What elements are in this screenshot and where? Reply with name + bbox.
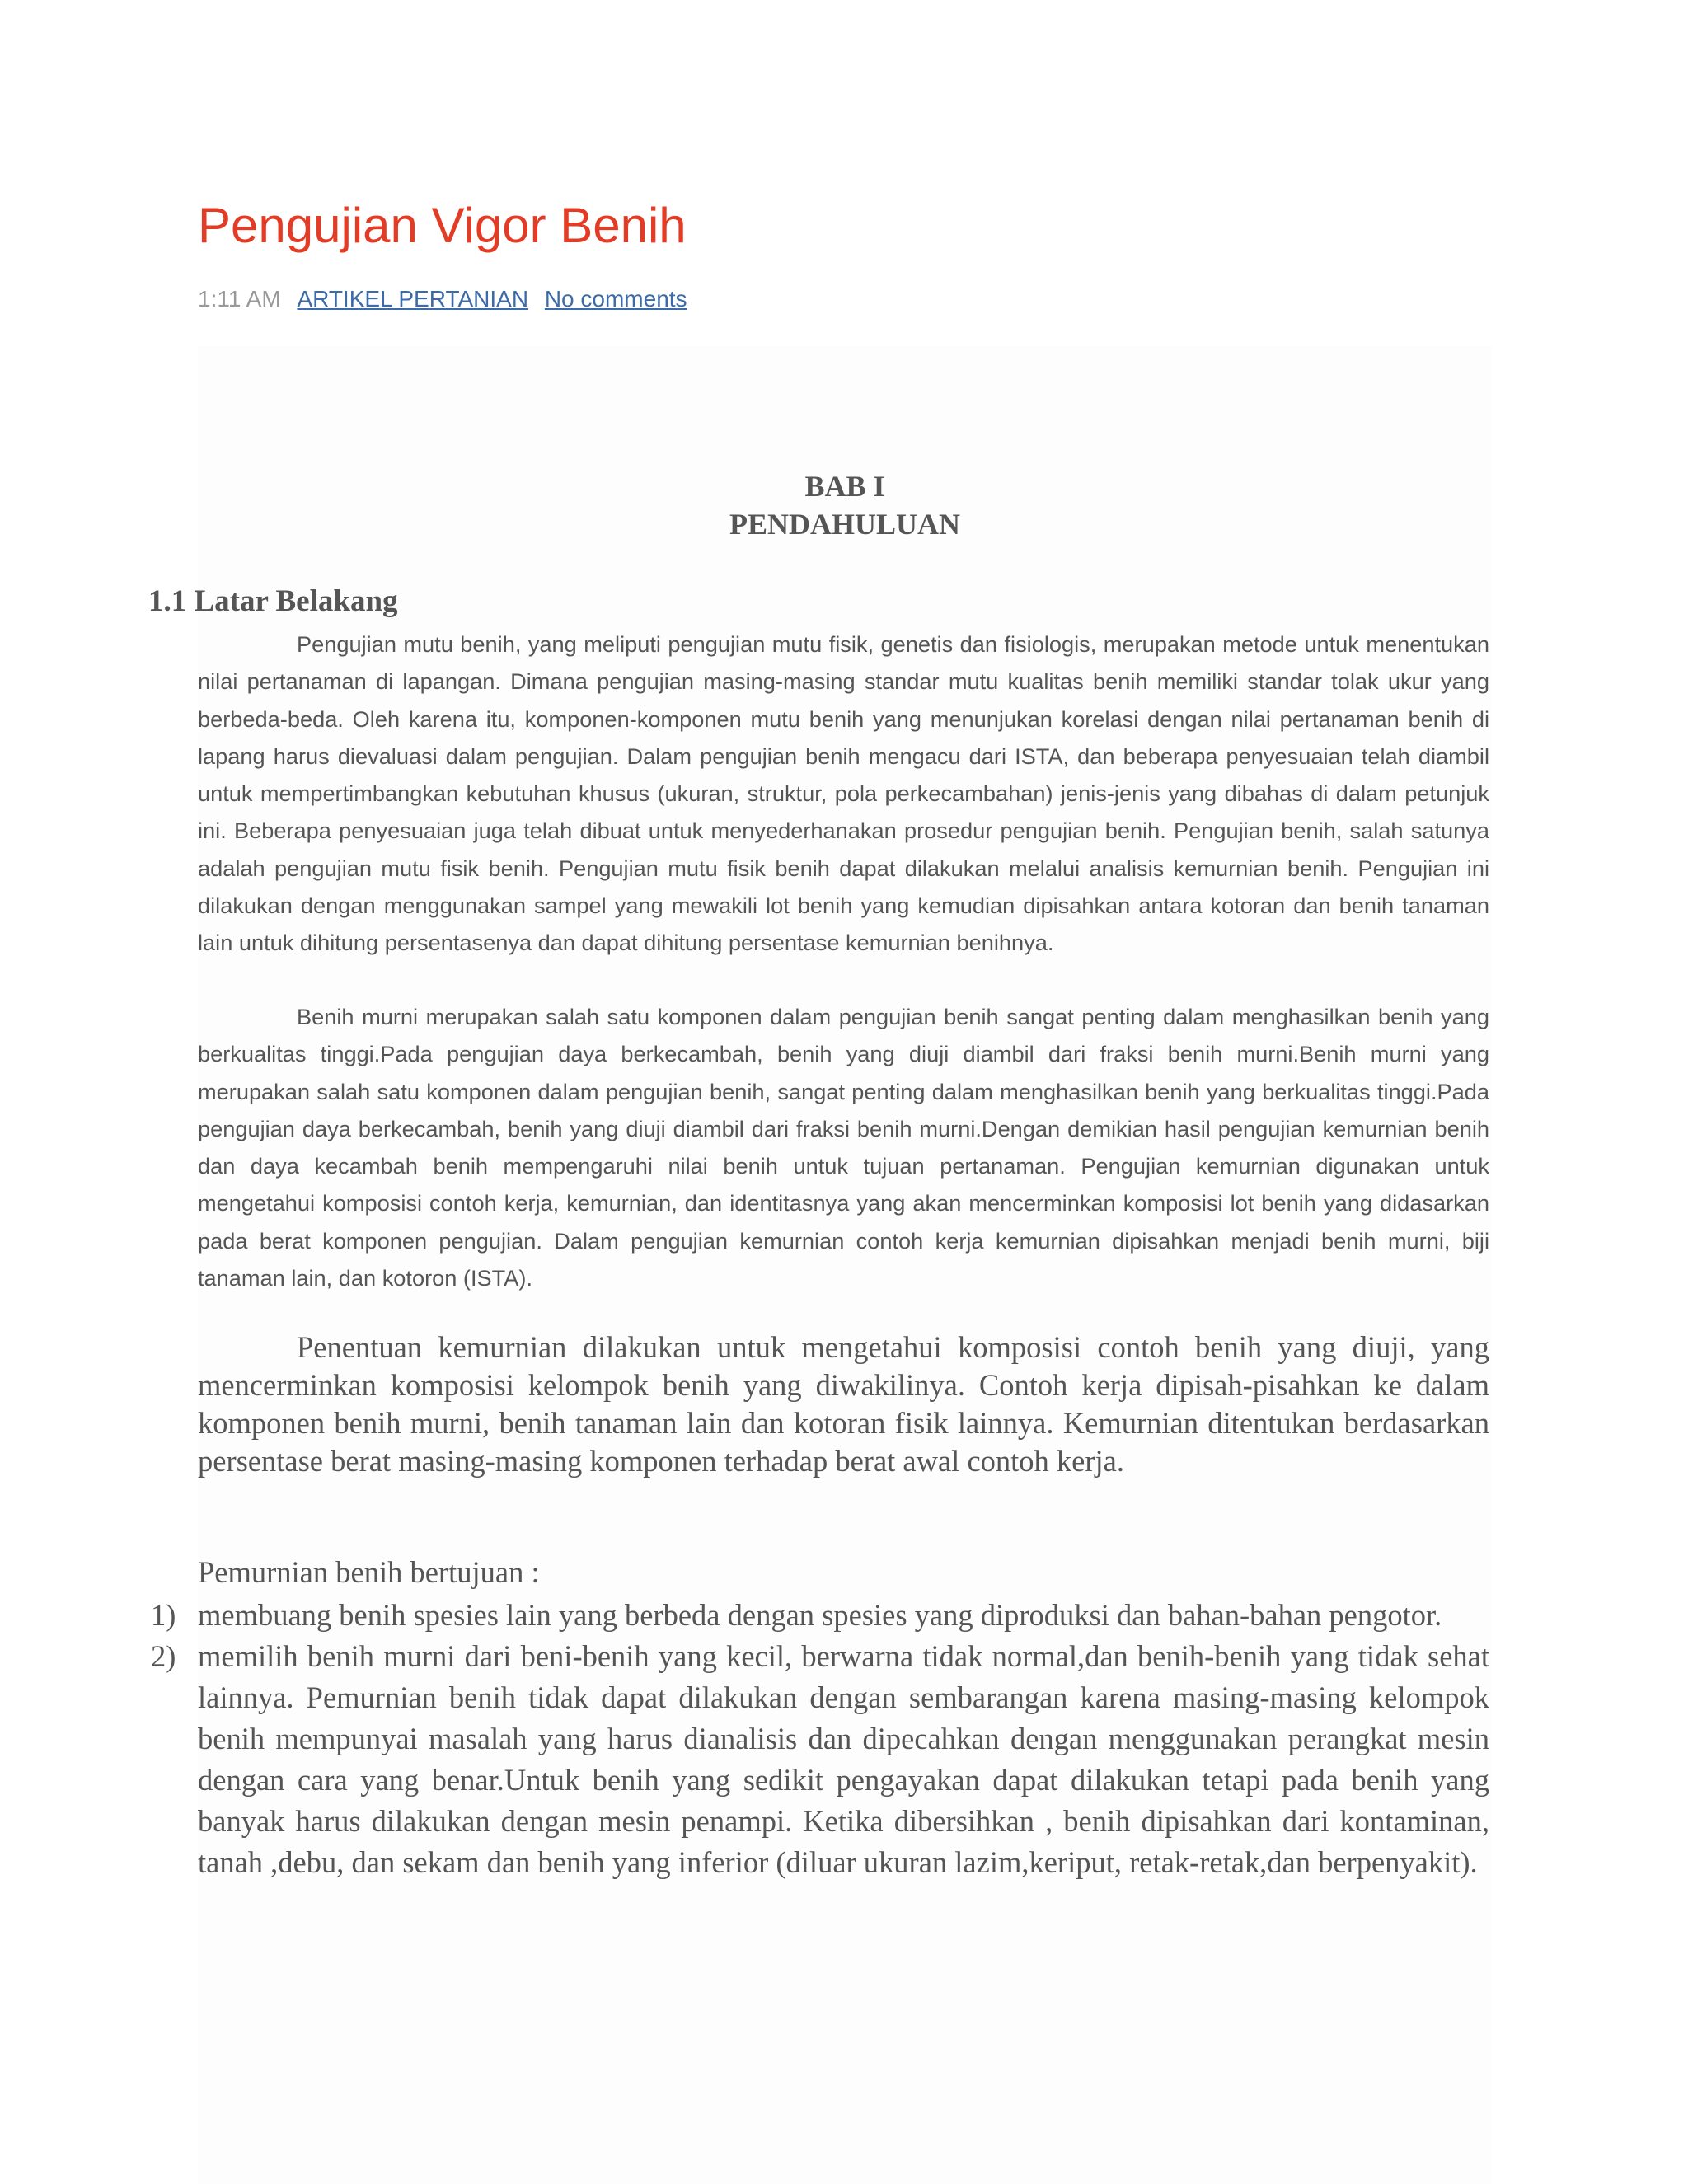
list-item-text: membuang benih spesies lain yang berbeda dengan spesies yang diproduksi dan bahan-bahan pengotor. [198, 1598, 1442, 1632]
post-meta [198, 284, 687, 314]
section-heading: 1.1 Latar Belakang [148, 584, 398, 618]
post-time: 1:11 AM [198, 286, 281, 312]
list-marker: 1) [151, 1598, 176, 1632]
list-marker: 2) [151, 1639, 176, 1673]
list-item [0, 1595, 1489, 1636]
purpose-list [0, 1595, 1489, 1883]
list-item-text: memilih benih murni dari beni-benih yang kecil, berwarna tidak normal,dan benih-benih yang tidak sehat lainnya. Pemurnian benih tidak dapat dilakukan dengan sembarangan karena masing-masing kelompok benih mempunyai masalah yang harus dianalisis dan dipecahkan dengan menggunakan perangkat mesin dengan cara yang benar.Untuk benih yang sedikit pengayakan dapat dilakukan tetapi pada benih yang banyak harus dilakukan dengan mesin penampi. Ketika dibersihkan , benih dipisahkan dari kontaminan, tanah ,debu, dan sekam dan benih yang inferior (diluar ukuran lazim,keriput, retak-retak,dan berpenyakit). [198, 1639, 1489, 1879]
purpose-intro: Pemurnian benih bertujuan : [198, 1555, 540, 1589]
list-item [0, 1636, 1489, 1883]
chapter-title: PENDAHULUAN [729, 508, 960, 541]
category-link[interactable]: ARTIKEL PERTANIAN [297, 286, 529, 312]
body-paragraph: Penentuan kemurnian dilakukan untuk mengetahui komposisi contoh benih yang diuji, yang mencerminkan komposisi kelompok benih yang diwakilinya. Contoh kerja dipisah-pisahkan ke dalam komponen benih murni, benih tanaman lain dan kotoran fisik lainnya. Kemurnian ditentukan berdasarkan persentase berat masing-masing komponen terhadap berat awal contoh kerja. [198, 1330, 1489, 1478]
body-paragraph: Benih murni merupakan salah satu komponen dalam pengujian benih sangat penting dalam menghasilkan benih yang berkualitas tinggi.Pada pengujian daya berkecambah, benih yang diuji diambil dari fraksi benih murni.Benih murni yang merupakan salah satu komponen dalam pengujian benih, sangat penting dalam menghasilkan benih yang berkualitas tinggi.Pada pengujian daya berkecambah, benih yang diuji diambil dari fraksi benih murni.Dengan demikian hasil pengujian kemurnian benih dan daya kecambah benih mempengaruhi nilai benih untuk tujuan pertanaman. Pengujian kemurnian digunakan untuk mengetahui komposisi contoh kerja, kemurnian, dan identitasnya yang akan mencerminkan komposisi lot benih yang didasarkan pada berat komponen pengujian. Dalam pengujian kemurnian contoh kerja kemurnian dipisahkan menjadi benih murni, biji tanaman lain, dan kotoron (ISTA). [198, 1004, 1489, 1291]
chapter-number: BAB I [804, 470, 885, 503]
post-title[interactable]: Pengujian Vigor Benih [198, 198, 687, 253]
comments-link[interactable]: No comments [544, 286, 687, 312]
body-paragraph: Pengujian mutu benih, yang meliputi pengujian mutu fisik, genetis dan fisiologis, merupakan metode untuk menentukan nilai pertanaman di lapangan. Dimana pengujian masing-masing standar mutu kualitas benih memiliki standar tolak ukur yang berbeda-beda. Oleh karena itu, komponen-komponen mutu benih yang menunjukan korelasi dengan nilai pertanaman benih di lapang harus dievaluasi dalam pengujian. Dalam pengujian benih mengacu dari ISTA, dan beberapa penyesuaian telah diambil untuk mempertimbangkan kebutuhan khusus (ukuran, struktur, pola perkecambahan) jenis-jenis yang dibahas di dalam petunjuk ini. Beberapa penyesuaian juga telah dibuat untuk menyederhanakan prosedur pengujian benih. Pengujian benih, salah satunya adalah pengujian mutu fisik benih. Pengujian mutu fisik benih dapat dilakukan melalui analisis kemurnian benih. Pengujian ini dilakukan dengan menggunakan sampel yang mewakili lot benih yang kemudian dipisahkan antara kotoran dan benih tanaman lain untuk dihitung persentasenya dan dapat dihitung persentase kemurnian benihnya. [198, 631, 1489, 956]
